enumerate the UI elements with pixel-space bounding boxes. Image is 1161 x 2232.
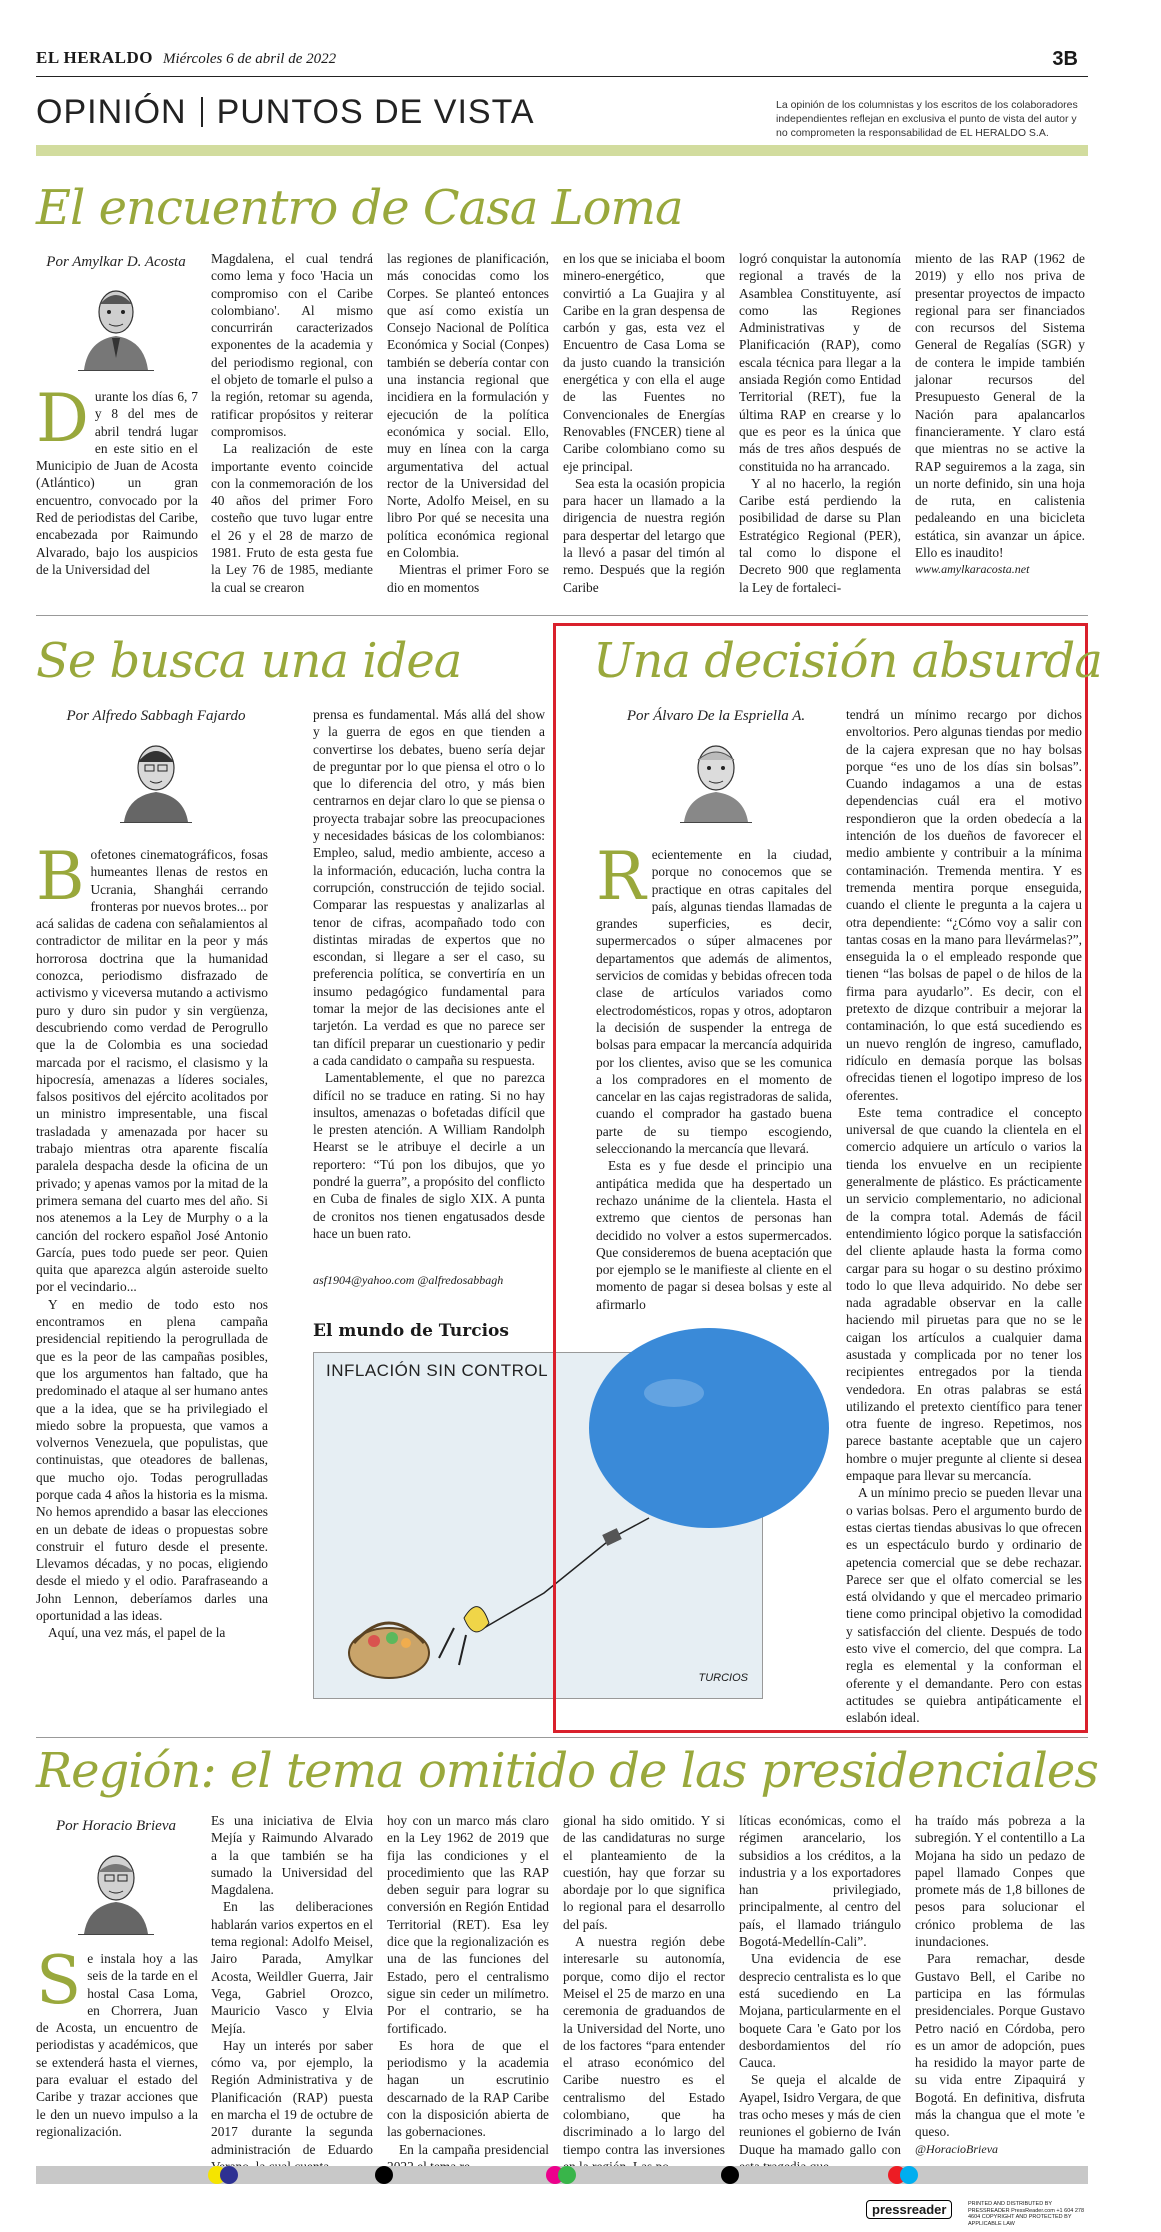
paragraph: Y al no hacerlo, la región Caribe está perdiendo la posibilidad de darse su Plan Estratégico Regional (PER), tal como lo dispone el Decreto 900 que reglamenta la Ley de fortaleci- — [739, 475, 901, 595]
cartoon-caption: INFLACIÓN SIN CONTROL — [326, 1361, 549, 1380]
article1-column-2 — [211, 250, 373, 596]
masthead-rule — [36, 76, 1088, 77]
paragraph: ecientemente en la ciudad, porque no conocemos que se practique en otras capitales del país, algunas tiendas llamadas de grandes superficies, es decir, supermercados o súper almacenes por departamentos que además de alimentos, servicios de comidas y bebidas ofrecen toda clase de artículos variados como electrodomésticos, ropas y otros, adoptaron la decisión de suspender la entrega de bolsas para empacar la mercancía adquirida por los clientes, aviso que se les comunica a los compradores en el momento de cancelar en las cajas registradoras de salida, cuando el comprador ha gastado buena parte de su tiempo escogiendo, seleccionando la mercancía que llevará. — [596, 847, 832, 1157]
drop-cap: D — [36, 380, 89, 457]
article4-headline: Región: el tema omitido de las presidenciales — [36, 1743, 1098, 1799]
paper-name: EL HERALDO — [36, 48, 153, 67]
pressreader-logo — [866, 2200, 952, 2219]
article2-column-1 — [36, 838, 268, 1704]
masthead — [36, 48, 1078, 74]
author-portrait — [78, 278, 154, 371]
paragraph: En las deliberaciones hablarán varios expertos en el tema regional: Adolfo Meisel, Jairo Parada, Amylkar Acosta, Weildler Guerra, Jair Vega, Gabriel Orozco, Mauricio Vasco y Elvia Mejía. — [211, 1899, 373, 2036]
paragraph: Este tema contradice el concepto universal de que cuando la clientela en el comercio adquiere un artículo o varios la tienda los envuelve en un recipiente generalmente de plástico. Es prácticamente un servicio complementario, no adicional de la compra total. Además de fácil entendimiento lógico porque la satisfacción del cliente aplaude hasta la forma como cargar para su hogar o su destino próximo todo lo que lleva adquirido. No debe ser nada agradable observar en la calle haciendo mil piruetas para que no se le caigan los artículos a cualquier dama asustada y complicada por no tener los recipientes entregados por la tienda vendedora. En otras palabras se está utilizando el pretexto científico para tener otra fuente de ingreso. Repetimos, nos parece bastante aceptable que un cajero hombre o mujer pregunte al cliente si desea empaque para llevar su mercancía. — [846, 1104, 1082, 1484]
color-dot — [375, 2166, 393, 2184]
article1-byline: Por Amylkar D. Acosta — [46, 254, 186, 270]
paragraph: gional ha sido omitido. Y si de las candidaturas no surge el planteamiento de la cuestión, hay que forzar su abordaje por lo que significa lo regional para el desarrollo del país. — [563, 1813, 725, 1932]
paragraph: en los que se iniciaba el boom minero-energético, que convirtió a La Guajira y al Caribe en la gran despensa de carbón y gas, esta vez el Encuentro de Casa Loma se da justo cuando la transición energética y con ella el auge de las Fuentes no Convencionales de Energías Renovables (FNCER) tiene al Caribe colombiano como su eje principal. — [563, 251, 725, 474]
cartoonist-signature: TURCIOS — [698, 1672, 748, 1684]
paragraph: En la campaña presidencial — [399, 2141, 549, 2157]
paragraph: líticas económicas, como el régimen arancelario, los subsidios a los créditos, a la industria y a los exportadores han privilegiado, principalmente, al centro del país, el llamado triángulo Bogotá-Medellín-Cali”. — [739, 1813, 901, 1950]
author-email: asf1904@yahoo.com @alfredosabbagh — [313, 1273, 504, 1287]
article2-byline: Por Alfredo Sabbagh Fajardo — [66, 708, 246, 724]
article4-column-2 — [211, 1812, 373, 2157]
author-portrait — [680, 732, 752, 823]
paragraph: Aquí, una vez más, el papel de la — [48, 1625, 226, 1641]
pressreader-notice: PRINTED AND DISTRIBUTED BY PRESSREADER PressReader.com +1 604 278 4604 COPYRIGHT AND PROTECTED BY APPLICABLE LAW — [968, 2201, 1085, 2227]
paragraph: hoy con un marco más claro en la Ley 1962 de 2019 que fija las condiciones y el procedimiento que las RAP deben seguir para lograr su conversión en Región Entidad Territorial (RET). Esa ley dice que la regionalización es una de las funciones del Estado, pero el centralismo sigue sin ceder un milímetro. Por el contrario, se ha fortificado. — [387, 1813, 549, 2036]
paragraph: A un mínimo precio se pueden llevar una o varias bolsas. Pero el argumento burdo de estas ciertas tiendas abusivas lo que ofrecen es un espectáculo burdo y ordinario de apetencia comercial que se debe rechazar. Parece ser que el olfato comercial se les está olvidando y que el mercadeo primario tiene como principal objetivo la comodidad y satisfacción del cliente. Después de todo esto vive el comercio, del que compra. La regla es elemental y la conforman el oferente y el demandante. Pero con estas actitudes se quiebra antipáticamente el eslabón ideal. — [846, 1485, 1082, 1726]
paragraph: Y en medio de todo esto nos encontramos en plena campaña presidencial repitiendo la perogrullada de que es la peor de las campañas posibles, que los argumentos han faltado, que ha predominado el ataque al ser humano antes que a la idea, que se ha privilegiado el miedo sobre la propuesta, que vamos a volvernos Venezuela, que populistas, que continuistas, que oteadores de ballenas, que mucho ojo. Todas perogrulladas porque cada 4 años la historia es la misma. No hemos aprendido a basar las elecciones en un debate de ideas o propuestas sobre construir el futuro desde el presente. Llevamos décadas, y no pocas, eligiendo desde el miedo y el odio. Parafraseando a John Lennon, deberíamos darles una oportunidad a las ideas. — [36, 1296, 268, 1624]
article3-headline: Una decisión absurda — [593, 633, 1102, 689]
article3-column-2 — [846, 706, 1082, 1726]
article2-column-2 — [313, 706, 545, 1266]
section-divider — [201, 97, 203, 127]
paragraph: ha traído más pobreza a la subregión. Y el contentillo a La Mojana ha sido un pedazo de papel llamado Conpes que promete más de 1,8 billones de pesos para solucionar el crónico problema de las inundaciones. — [915, 1813, 1085, 1950]
issue-date: Miércoles 6 de abril de 2022 — [162, 51, 337, 67]
paragraph: Es una iniciativa de Elvia Mejía y Raimundo Alvarado a la que también se ha sumado la Universidad del Magdalena. — [211, 1813, 373, 1898]
page-number: 3B — [1052, 48, 1078, 70]
article4-column-4 — [563, 1812, 725, 2157]
paragraph: Lamentablemente, el que no parezca difícil no se traduce en rating. Si no hay insultos, amenazas o bofetadas difícil que le presten atención. A William Randolph Hearst se le atribuye el decirle a un reportero: “Tú pon los dibujos, que yo pondré la guerra”, a propósito del conflicto en Cuba de finales de siglo XIX. A punta de cronitos nos tienen engatusados desde hace un buen rato. — [313, 1070, 545, 1241]
color-dot — [220, 2166, 238, 2184]
cartoon-title: El mundo de Turcios — [313, 1321, 509, 1341]
article4-column-6 — [915, 1812, 1085, 2157]
paragraph: Se queja el alcalde de Ayapel, Isidro Vergara, de que tras ocho meses y más de cien reuniones el gobierno de Iván Duque ha mamado gallo con — [739, 2072, 901, 2157]
drop-cap: S — [36, 1942, 82, 2019]
color-dot — [721, 2166, 739, 2184]
paragraph: Magdalena, el cual tendrá como lema y foco 'Hacia un compromiso con el Caribe colombiano'. Al mismo concurrirán caracterizados exponentes de la academia y del periodismo regional, con el objeto de tomarle el pulso a la región, retomar su agenda, ratificar propósitos y reiterar compromisos. — [211, 251, 373, 439]
author-portrait — [78, 1842, 154, 1935]
paragraph: A nuestra región debe interesarle su autonomía, porque, como dijo el rector Meisel el 25 de marzo en una ceremonia de graduandos de la Universidad del Norte, uno de los factores “para entender el atraso económico del Caribe nuestro es el centralismo del Estado colombiano, que ha discriminado a lo largo del tiempo contra las inversiones — [563, 1934, 725, 2157]
color-dot — [558, 2166, 576, 2184]
divider — [36, 615, 1088, 616]
article1-column-6 — [915, 250, 1085, 579]
article1-headline: El encuentro de Casa Loma — [36, 180, 683, 236]
author-handle: @HoracioBrieva — [915, 2141, 999, 2156]
article2-col1-text: ofetones cinematográficos, fosas humeantes llenas de restos en Ucrania, Shanghái cerrando fronteras por nuevos brotes... por acá salidas de cadena con señalamientos al contradictor de militar en la peor y más horrorosa doctrina que la humanidad conozca, periodismo disfrazado de activismo y viceversa mutando a activismo puro y duro sin pudor y sin vergüenza, descubriendo como verdad de Perogrullo que la de Colombia es una sociedad marcada por el racismo, el clasismo y la hipocresía, amenazas a líderes sociales, falsos positivos del ejército acolitados por un ministro impresentable, una fiscal trasladada y amenazada por hacer su trabajo mientras otra aparente fiscalía paralela despacha desde la oficina de un privado; y apenas vamos por la mitad de la primera semana del cuarto mes del año. Si nos atenemos a la Ley de Murphy o a la canción del rockero español José Antonio García, pues todo puede ser peor. Quien quita que aparezca algún asteroide suelto por el vecindario... — [36, 847, 268, 1295]
pressreader-wordmark: pressreader — [866, 2200, 952, 2219]
paragraph: prensa es fundamental. Más allá del show y la guerra de egos en que tienden a convertirse los debates, bueno sería dejar de preguntar por lo que piensa el otro o lo que lo diferencia del otro, y más bien centrarnos en dejar claro lo que se piensa o proyecta trabajar sobre las preocupaciones y necesidades básicas de los colombianos: Empleo, salud, medio ambiente, acceso a la información, educación, lucha contra la corrupción, construcción de tejido social. Comparar las respuestas y analizarlas al tenor de cifras, acompañado todo con distintas miradas de expertos que no escondan, si llegare a ser el caso, su preferencia política, se convertiría en un insumo pedagógico fundamental para tomar la mejor de las decisiones ante el tarjetón. La verdad es que no parece ser tan difícil preparar un cuestionario y pedir a cada candidato o campaña su respuesta. — [313, 707, 545, 1068]
paragraph: Mientras el primer Foro se dio en momentos — [387, 562, 549, 595]
article4-column-5 — [739, 1812, 901, 2157]
paragraph: Esta es y fue desde el principio una antipática medida que ha despertado un rechazo unánime de la clientela. Hasta el extremo que cientos de personas han decidido no volver a estos supermercados. Que consideremos de buena aceptación que por ejemplo se le manifieste al cliente en el momento de pagar si desea bolsas y este al afirmarlo — [596, 1158, 832, 1312]
paragraph: Una evidencia de ese desprecio centralista es lo que está sucediendo en La Mojana, particularmente en el boquete Cara 'e Gato por los desbordamientos del río Cauca. — [739, 1951, 901, 2071]
article1-column-4 — [563, 250, 725, 596]
article1-col1-text: urante los días 6, 7 y 8 del mes de abril tendrá lugar en este sitio en el Municipio de Juan de Acosta (Atlántico) un gran encuentro, convocado por la Red de periodistas del Caribe, encabezada por Raimundo Alvarado, bajo los auspicios de la Universidad del — [36, 389, 198, 577]
color-dot — [900, 2166, 918, 2184]
paragraph: Es hora de que el periodismo y la academia hagan un escrutinio descarnado de la RAP Caribe con la disposición abierta de las gobernaciones. — [387, 2037, 549, 2140]
section-left: OPINIÓN — [36, 93, 187, 131]
paragraph: miento de las RAP (1962 de 2019) y ello nos priva de presentar proyectos de impacto regional para ser financiados con recursos del Sistema General de Regalías (SGR) y de contera le impide también jalonar recursos del Presupuesto General de la Nación para apalancarlos financieramente. Y claro está que mientras no se active la RAP seguiremos a la zaga, sin un norte definido, sin una hoja de ruta, en calistenia pedaleando en una bicicleta estática, sin avanzar un ápice. Ello es inaudito! — [915, 251, 1085, 561]
author-website: www.amylkaracosta.net — [915, 562, 1030, 577]
disclaimer: La opinión de los columnistas y los escritos de los colaboradores independientes reflejan en exclusiva el punto de vista del autor y no comprometen la responsabilidad de EL HERALDO S.A. — [776, 99, 1078, 139]
paragraph: Sea esta la ocasión propicia para hacer un llamado a la dirigencia de nuestra región para despertar del letargo que la llevó a pasar del timón al remo. Después que la región Caribe — [563, 475, 725, 595]
article2-headline: Se busca una idea — [36, 633, 462, 689]
article1-column-3 — [387, 250, 549, 596]
article4-col1-text: e instala hoy a las seis de la tarde en el hostal Casa Loma, en Chorrera, Juan de Acosta, un encuentro de periodistas y académicos, que se extenderá hasta el viernes, para evaluar el estado del Caribe y trazar acciones que le den un nuevo impulso a la regionalización. — [36, 1951, 198, 2139]
section-bar — [36, 145, 1088, 156]
divider — [36, 1737, 1088, 1738]
section-title — [36, 93, 535, 132]
article4-column-3 — [387, 1812, 549, 2157]
paragraph: Hay un interés por saber cómo va, por ejemplo, la Región Administrativa y de Planificación (RAP) puesta en marcha el 19 de octubre de 2017 durante la segunda administración de Eduardo — [211, 2037, 373, 2157]
article3-column-1 — [596, 838, 832, 1313]
article1-column-1 — [36, 380, 198, 578]
drop-cap: R — [596, 838, 646, 915]
author-portrait — [120, 732, 192, 823]
paragraph: logró conquistar la autonomía regional a través de la Asamblea Constituyente, así como las Regiones Administrativas y de Planificación (RAP), como escala técnica para llegar a la ansiada Región como Entidad Territorial (RET), fue la última RAP en crearse y lo que es peor es la única que más de tres años después de constituida no ha arrancado. — [739, 251, 901, 474]
article4-byline: Por Horacio Brieva — [56, 1818, 176, 1834]
article4-column-1 — [36, 1942, 198, 2140]
paragraph: Para remachar, desde Gustavo Bell, el Caribe no participa en las fórmulas presidenciales. Porque Gustavo Petro nació en Córdoba, pero es un amor de adopción, pues ha residido la mayor parte de su vida entre Zipaquirá y Bogotá. En definitiva, disfruta más la changua que el mote 'e queso. — [915, 1951, 1085, 2140]
drop-cap: B — [36, 838, 85, 915]
section-right: PUNTOS DE VISTA — [216, 93, 535, 131]
paragraph: tendrá un mínimo recargo por dichos envoltorios. Pero algunas tiendas por medio de la cajera expresan que no hay bolsas porque “es uno de los días sin bolsas”. Cuando indagamos a una de estas dependencias cuál era el motivo respondieron que la orden obedecía a la intención de los dueños de favorecer el medio ambiente y contribuir a la mínima contaminación. Tremenda mentira. Y es tremenda mentira porque enseguida, cuando el cliente le pregunta a la cajera u otra dependiente: “¿Cómo voy a salir con tantas cosas en la mano para llevármelas?”, enseguida la o el empleado responde que tienen “las bolsas de papel o de hilos de la firma para ayudarlo”. Es decir, con el pretexto de dizque contribuir a mejorar la contaminación, lo que está sucediendo es un nuevo renglón de ingreso, camuflado, ridículo en demasía porque las bolsas ofrecidas tienen el logotipo impreso de los oferentes. — [846, 707, 1082, 1103]
article3-byline: Por Álvaro De la Espriella A. — [626, 708, 806, 724]
article1-column-5 — [739, 250, 901, 596]
paragraph: La realización de este importante evento coincide con la conmemoración de los 40 años del primer Foro costeño que tuvo lugar entre el 26 y el 28 de marzo de 1981. Fruto de esta gesta fue la Ley 76 de 1985, mediante la cual se crearon — [211, 441, 373, 595]
paragraph: las regiones de planificación, más conocidas como los Corpes. Se planteó entonces que así como existía un Consejo Nacional de Política Económica y Social (Conpes) también se debería contar con una instancia regional que incidiera en la formulación y ejecución de la política económica y social. Ello, muy en línea con la carga argumentativa del actual rector de la Universidad del Norte, Adolfo Meisel, en su libro Por qué se necesita una política económica regional en Colombia. — [387, 251, 549, 561]
